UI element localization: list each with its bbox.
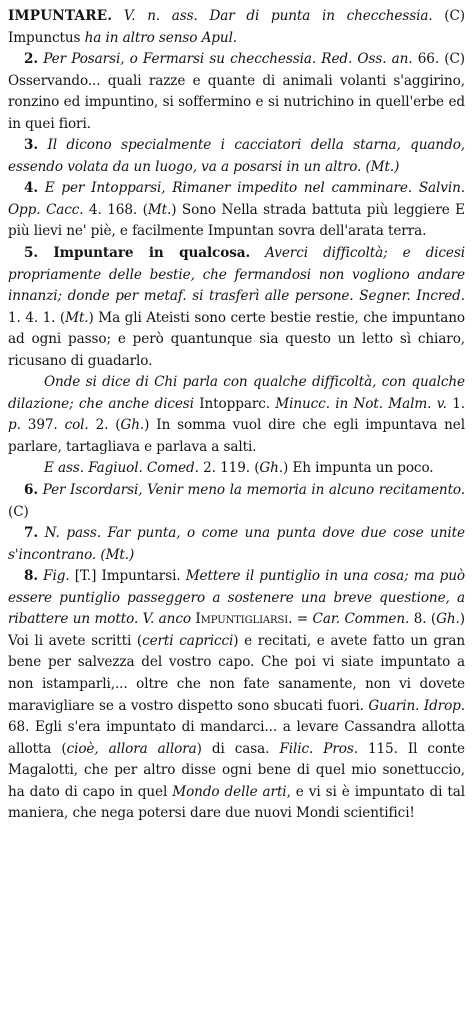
text-run: Per Iscordarsi, Venir meno la memoria in alcuno recitamento.	[38, 482, 465, 499]
text-run: [T.] Impuntarsi.	[69, 568, 186, 585]
sense-5-text	[8, 245, 465, 369]
text-run: ) Voi li avete scritti (	[8, 611, 465, 649]
text-run: Minucc. in Not. Malm. v.	[275, 395, 447, 412]
text-run: Onde si dice di Chi parla con qualche difficoltà, con qualche dilazione; che anche dicesi	[8, 374, 465, 412]
sense-6-text	[8, 482, 465, 520]
sense-5c-text	[44, 460, 434, 476]
sense-6	[8, 480, 465, 523]
sense-3	[8, 135, 465, 178]
sense-number: 8.	[24, 568, 38, 585]
text-run: , e vi si è impuntato di tal maniera, che nega potersi dare due nuovi Mondi scientifici!	[8, 783, 466, 822]
text-run: 2. 119. (	[198, 460, 260, 477]
sense-number: 3.	[24, 137, 38, 154]
text-run: E ass. Fagiuol. Comed.	[44, 460, 199, 477]
sense-5-absolute	[8, 458, 465, 480]
text-run: 397.	[20, 417, 65, 434]
text-run: (C) Impunctus	[8, 8, 465, 46]
text-run: ) e recitati, e avete fatto un gran bene per salvezza del vostro capo. Che poi vi siate impuntato a non istamparli,... oltre che non fate sanamente, non vi dovete maravigliare se a vostro dispetto sono sbucati fuori.	[8, 632, 466, 714]
text-run: ) di casa.	[196, 740, 280, 757]
sense-8	[8, 566, 465, 825]
sense-4-text	[8, 180, 465, 239]
text-run: E per Intopparsi, Rimaner impedito nel camminare. Salvin. Opp. Cacc.	[8, 180, 465, 218]
text-run: Mt.	[65, 309, 89, 326]
text-run: Fig.	[38, 568, 70, 585]
sense-5	[8, 243, 465, 372]
text-run: Impuntigliarsi.	[190, 611, 293, 628]
text-run: 115. Il conte Magalotti, che per altro disse ogni bene di quel mio sonettuccio, ha dato di capo in quel	[8, 740, 465, 800]
text-run: =	[292, 611, 313, 628]
text-run: Gh.	[120, 417, 145, 434]
sense-5b-text	[8, 374, 465, 455]
text-run: Intopparc.	[193, 395, 276, 412]
text-run: cioè, allora allora	[66, 740, 197, 757]
text-run: ) Sono Nella strada battuta più leggiere E più lievi ne' piè, e facilmente Impuntan sovra dell'arata terra.	[8, 201, 465, 240]
text-run: Averci difficoltà; e dicesi propriamente delle bestie, che fermandosi non vogliono andare innanzi; donde per metaf. si trasferì alle persone. Segner. Incred.	[8, 245, 465, 305]
sense-number: 2.	[24, 51, 38, 68]
entry-impuntare	[8, 6, 465, 49]
sense-number: 7.	[24, 525, 38, 542]
text-run: 8. (	[409, 611, 437, 628]
text-run: 1. 4. 1. (	[8, 309, 66, 326]
text-run: (C)	[8, 503, 29, 520]
text-run: ) Eh impunta un poco.	[283, 460, 434, 477]
text-run: Per Posarsi, o Fermarsi su checchessia. Red. Oss. an.	[38, 51, 413, 68]
text-run: Car. Commen.	[312, 611, 410, 628]
sense-4	[8, 178, 465, 243]
text-run: 2. (	[88, 417, 121, 434]
sense-3-text	[8, 137, 465, 175]
text-run: Mondo delle arti	[172, 783, 287, 800]
text-run: certi capricci	[142, 632, 234, 649]
text-run: Gh.	[259, 460, 284, 477]
sense-5-headphrase: Impuntare in qualcosa.	[38, 245, 251, 262]
text-run: Guarin. Idrop.	[368, 697, 466, 714]
headword: IMPUNTARE.	[8, 8, 113, 24]
sense-7-text	[8, 525, 465, 563]
sense-2-text	[8, 51, 465, 132]
sense-5-continuation	[8, 372, 465, 458]
text-run: Mettere il puntiglio in una cosa; ma può essere puntiglio passeggero a sostenere una breve questione, a ribattere un motto. V. anco	[8, 568, 466, 628]
text-run: Gh.	[436, 611, 460, 628]
sense-7	[8, 523, 465, 566]
text-run: col.	[64, 417, 89, 434]
text-run: Filic. Pros.	[279, 740, 358, 757]
text-run: 66. (C) Osservando... quali razze e quante di animali volanti s'aggirino, ronzino ed impuntino, si soffermino e si nutrichino in quell'erbe ed in quei fiori.	[8, 51, 466, 132]
text-run: V. n. ass. Dar di punta in checchessia.	[112, 8, 433, 24]
sense-number: 6.	[24, 482, 38, 499]
sense-8-text	[8, 568, 465, 821]
text-run: 4. 168. (	[83, 201, 148, 218]
text-run: ) Ma gli Ateisti sono certe bestie restie, che impuntano ad ogni passo; e però quantunque sia questo un letto sì chiaro, ricusano di guadarlo.	[8, 309, 465, 369]
text-run: ) In somma vuol dire che egli impuntava nel parlare, tartagliava e parlava a salti.	[8, 417, 465, 455]
sense-number: 5.	[24, 245, 38, 262]
text-run: N. pass. Far punta, o come una punta dove due cose unite s'incontrano. (Mt.)	[8, 525, 465, 563]
text-run: 68. Egli s'era impuntato di mandarci... a levare Cassandra allotta allotta (	[8, 719, 465, 757]
text-run: Mt.	[147, 201, 172, 218]
text-run: ha in altro senso Apul.	[84, 29, 238, 46]
text-run: Il dicono specialmente i cacciatori della starna, quando, essendo volata da un luogo, va a posarsi in un altro. (Mt.)	[8, 137, 465, 175]
sense-number: 4.	[24, 180, 38, 197]
sense-2	[8, 49, 465, 135]
text-run: p.	[8, 417, 21, 434]
text-run: 1.	[446, 395, 465, 412]
